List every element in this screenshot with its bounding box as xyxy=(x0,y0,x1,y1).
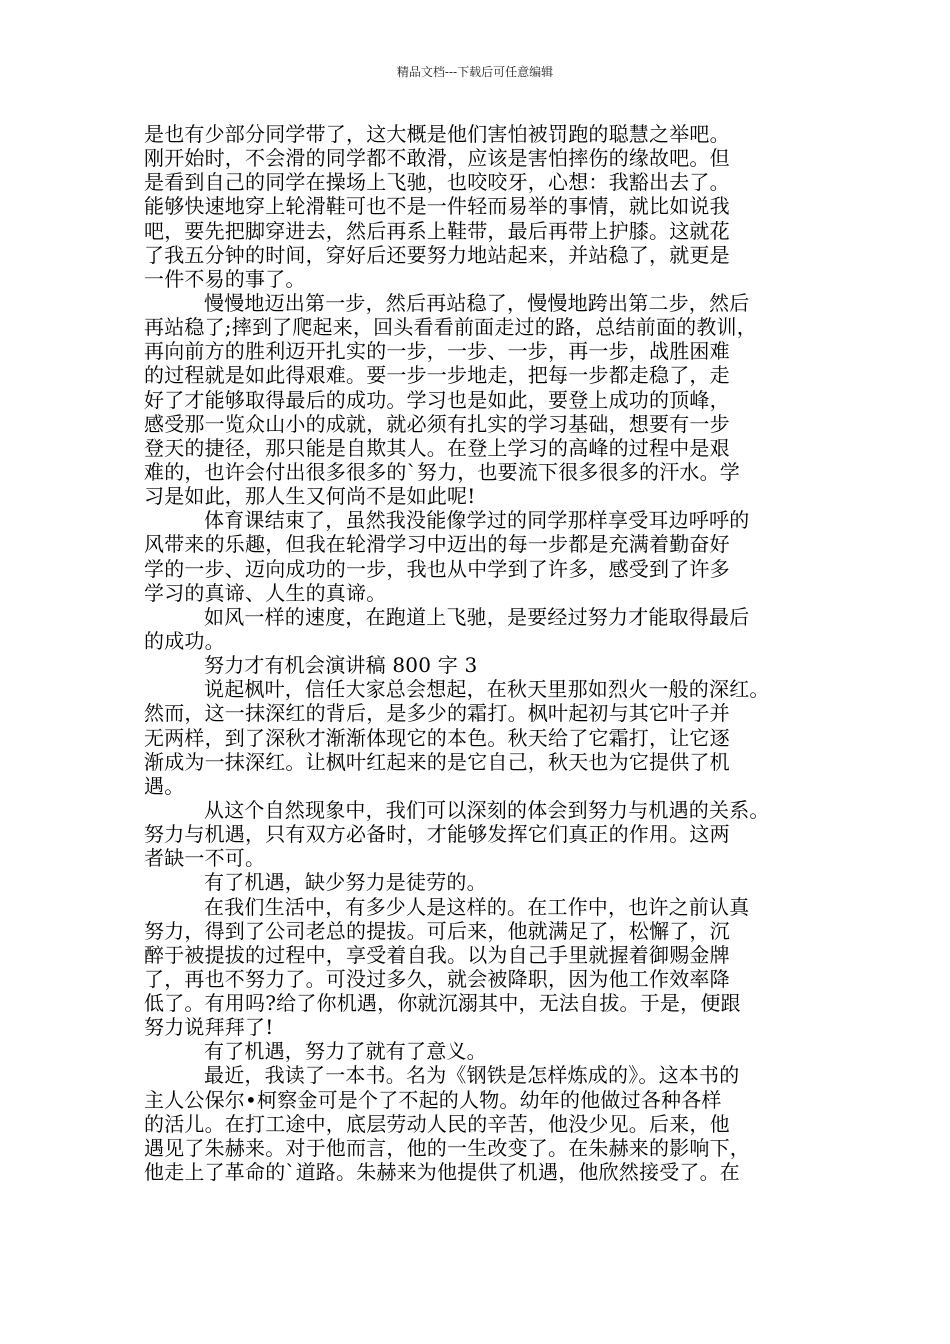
text-line: 好了才能够取得最后的成功。学习也是如此，要登上成功的顶峰， xyxy=(144,387,730,412)
text-line: 刚开始时，不会滑的同学都不敢滑，应该是害怕摔伤的缘故吧。但 xyxy=(144,146,730,171)
text-line: 慢慢地迈出第一步，然后再站稳了，慢慢地跨出第二步，然后 xyxy=(204,290,750,315)
text-line: 了我五分钟的时间，穿好后还要努力地站起来，并站稳了，就更是 xyxy=(144,242,730,267)
text-line: 说起枫叶，信任大家总会想起，在秋天里那如烈火一般的深红。 xyxy=(204,677,770,702)
text-line: 风带来的乐趣，但我在轮滑学习中迈出的每一步都是充满着勤奋好 xyxy=(144,532,730,557)
text-line: 最近，我读了一本书。名为《钢铁是怎样炼成的》。这本书的 xyxy=(204,1063,740,1088)
text-line: 是也有少部分同学带了，这大概是他们害怕被罚跑的聪慧之举吧。 xyxy=(144,122,730,146)
text-line: 体育课结束了，虽然我没能像学过的同学那样享受耳边呼呼的 xyxy=(204,508,750,533)
text-line: 能够快速地穿上轮滑鞋可也不是一件轻而易举的事情，就比如说我 xyxy=(144,194,730,219)
text-line: 无两样，到了深秋才渐渐体现它的本色。秋天给了它霜打，让它逐 xyxy=(144,725,730,750)
text-line: 有了机遇，缺少努力是徒劳的。 xyxy=(204,870,487,895)
text-line: 的成功。 xyxy=(144,628,225,653)
text-line: 如风一样的速度，在跑道上飞驰，是要经过努力才能取得最后 xyxy=(204,604,750,629)
text-line: 努力说拜拜了! xyxy=(144,1015,274,1040)
text-line: 低了。有用吗?给了你机遇，你就沉溺其中，无法自拔。于是，便跟 xyxy=(144,991,741,1016)
text-line: 再向前方的胜利迈开扎实的一步，一步、一步，再一步，战胜困难 xyxy=(144,339,730,364)
text-line: 感受那一览众山小的成就，就必须有扎实的学习基础，想要有一步 xyxy=(144,411,730,436)
text-line: 在我们生活中，有多少人是这样的。在工作中，也许之前认真 xyxy=(204,894,750,919)
text-line: 再站稳了;摔到了爬起来，回头看看前面走过的路，总结前面的教训， xyxy=(144,315,757,340)
text-line: 努力，得到了公司老总的提拔。可后来，他就满足了，松懈了，沉 xyxy=(144,918,730,943)
text-line: 主人公保尔•柯察金可是个了不起的人物。幼年的他做过各种各样 xyxy=(144,1087,722,1112)
text-line: 渐成为一抹深红。让枫叶红起来的是它自己，秋天也为它提供了机 xyxy=(144,749,730,774)
text-line: 了，再也不努力了。可没过多久，就会被降职，因为他工作效率降 xyxy=(144,966,730,991)
text-line: 吧，要先把脚穿进去，然后再系上鞋带，最后再带上护膝。这就花 xyxy=(144,218,730,243)
page-header: 精品文档---下载后可任意编辑 xyxy=(396,65,554,79)
text-line: 醉于被提拔的过程中，享受着自我。以为自己手里就握着御赐金牌 xyxy=(144,942,730,967)
text-line: 的活儿。在打工途中，底层劳动人民的辛苦，他没少见。后来，他 xyxy=(144,1111,730,1136)
text-line: 努力才有机会演讲稿 800 字 3 xyxy=(204,653,478,678)
text-line: 从这个自然现象中，我们可以深刻的体会到努力与机遇的关系。 xyxy=(204,797,770,822)
text-line: 然而，这一抹深红的背后，是多少的霜打。枫叶起初与其它叶子并 xyxy=(144,701,730,726)
text-line: 难的，也许会付出很多很多的`努力，也要流下很多很多的汗水。学 xyxy=(144,459,740,484)
body-text xyxy=(144,122,834,1184)
text-line: 习是如此，那人生又何尚不是如此呢! xyxy=(144,484,476,509)
text-line: 的过程就是如此得艰难。要一步一步地走，把每一步都走稳了，走 xyxy=(144,363,730,388)
text-line: 遇。 xyxy=(144,773,185,798)
text-line: 学的一步、迈向成功的一步，我也从中学到了许多，感受到了许多 xyxy=(144,556,730,581)
text-line: 有了机遇，努力了就有了意义。 xyxy=(204,1039,487,1064)
text-line: 努力与机遇，只有双方必备时，才能够发挥它们真正的作用。这两 xyxy=(144,822,730,847)
text-line: 登天的捷径，那只能是自欺其人。在登上学习的高峰的过程中是艰 xyxy=(144,435,730,460)
text-line: 遇见了朱赫来。对于他而言，他的一生改变了。在朱赫来的影响下， xyxy=(144,1135,750,1160)
text-line: 一件不易的事了。 xyxy=(144,266,306,291)
text-line: 者缺一不可。 xyxy=(144,846,266,871)
text-line: 学习的真谛、人生的真谛。 xyxy=(144,580,387,605)
text-line: 他走上了革命的`道路。朱赫来为他提供了机遇，他欣然接受了。在 xyxy=(144,1160,740,1185)
text-line: 是看到自己的同学在操场上飞驰，也咬咬牙，心想：我豁出去了。 xyxy=(144,170,730,195)
